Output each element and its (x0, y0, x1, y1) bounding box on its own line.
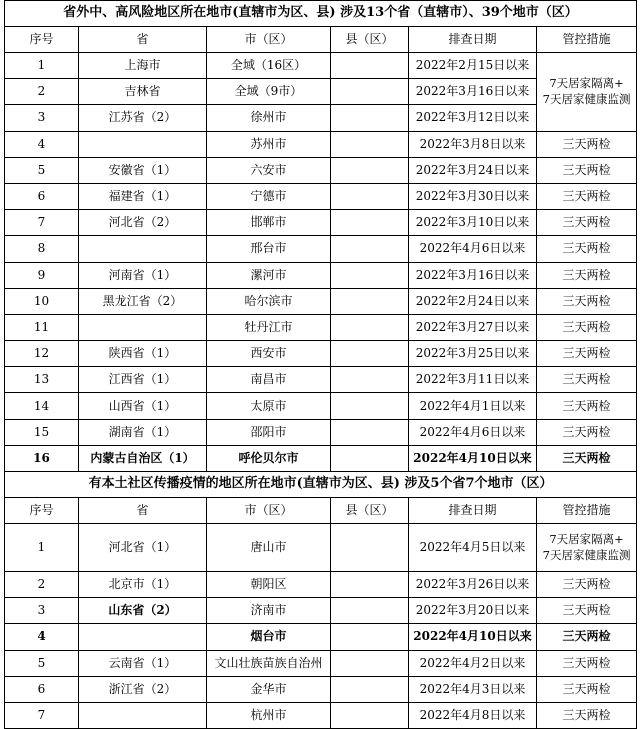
col-header-control: 管控措施 (537, 27, 637, 53)
table-row (5, 53, 637, 79)
row-city: 宁德市 (207, 183, 331, 209)
row-province: 山西省（1） (79, 393, 207, 419)
row-date: 2022年4月10日以来 (409, 445, 537, 471)
table-row (5, 157, 637, 183)
row-no: 13 (5, 367, 79, 393)
table-row (5, 598, 637, 624)
row-county (331, 624, 409, 650)
row-city: 济南市 (207, 598, 331, 624)
row-date: 2022年3月10日以来 (409, 210, 537, 236)
row-date: 2022年2月24日以来 (409, 288, 537, 314)
row-county (331, 341, 409, 367)
row-province (79, 236, 207, 262)
row-city: 朝阳区 (207, 572, 331, 598)
risk-area-table (4, 0, 637, 729)
row-county (331, 183, 409, 209)
row-province: 陕西省（1） (79, 341, 207, 367)
row-control: 三天两检 (537, 341, 637, 367)
row-city: 太原市 (207, 393, 331, 419)
row-city: 西安市 (207, 341, 331, 367)
row-control (537, 524, 637, 572)
row-city: 全域（16区） (207, 53, 331, 79)
table-row (5, 367, 637, 393)
row-no: 8 (5, 236, 79, 262)
row-province: 内蒙古自治区（1） (79, 445, 207, 471)
row-city: 烟台市 (207, 624, 331, 650)
merged-control-cell (537, 53, 637, 132)
row-city: 南昌市 (207, 367, 331, 393)
row-date: 2022年4月3日以来 (409, 676, 537, 702)
col-header-date: 排查日期 (409, 498, 537, 524)
table-row (5, 131, 637, 157)
control-line-2: 7天居家健康监测 (542, 547, 631, 562)
row-control: 三天两检 (537, 624, 637, 650)
row-control: 三天两检 (537, 367, 637, 393)
row-county (331, 79, 409, 105)
row-date: 2022年3月27日以来 (409, 314, 537, 340)
row-date: 2022年4月5日以来 (409, 524, 537, 572)
col-header-date: 排查日期 (409, 27, 537, 53)
row-county (331, 598, 409, 624)
row-date: 2022年3月16日以来 (409, 262, 537, 288)
row-province: 河北省（2） (79, 210, 207, 236)
table-row (5, 341, 637, 367)
row-city: 唐山市 (207, 524, 331, 572)
row-city: 文山壮族苗族自治州 (207, 650, 331, 676)
table-row (5, 262, 637, 288)
row-control: 三天两检 (537, 183, 637, 209)
row-date: 2022年3月8日以来 (409, 131, 537, 157)
table-row (5, 236, 637, 262)
control-line-2: 7天居家健康监测 (542, 91, 631, 106)
row-county (331, 367, 409, 393)
row-province: 福建省（1） (79, 183, 207, 209)
row-date: 2022年4月6日以来 (409, 236, 537, 262)
row-province: 黑龙江省（2） (79, 288, 207, 314)
row-county (331, 210, 409, 236)
row-province (79, 702, 207, 728)
col-header-province: 省 (79, 498, 207, 524)
section2-title: 有本土社区传播疫情的地区所在地市(直辖市为区、县) 涉及5个省7个地市（区） (5, 472, 637, 498)
table-row-highlighted (5, 445, 637, 471)
row-no: 14 (5, 393, 79, 419)
row-no: 16 (5, 445, 79, 471)
row-city: 邵阳市 (207, 419, 331, 445)
row-city: 邢台市 (207, 236, 331, 262)
row-no: 1 (5, 53, 79, 79)
section2-title-row (5, 472, 637, 498)
col-header-control: 管控措施 (537, 498, 637, 524)
row-date: 2022年3月26日以来 (409, 572, 537, 598)
row-no: 7 (5, 702, 79, 728)
row-province: 浙江省（2） (79, 676, 207, 702)
control-line-1: 7天居家隔离+ (549, 76, 624, 91)
row-no: 15 (5, 419, 79, 445)
table-row (5, 676, 637, 702)
table-row (5, 314, 637, 340)
row-date: 2022年4月10日以来 (409, 624, 537, 650)
row-province: 河北省（1） (79, 524, 207, 572)
row-control: 三天两检 (537, 702, 637, 728)
row-date: 2022年3月12日以来 (409, 105, 537, 131)
row-city: 哈尔滨市 (207, 288, 331, 314)
row-province: 北京市（1） (79, 572, 207, 598)
row-control: 三天两检 (537, 288, 637, 314)
row-date: 2022年3月11日以来 (409, 367, 537, 393)
row-date: 2022年4月6日以来 (409, 419, 537, 445)
row-no: 7 (5, 210, 79, 236)
row-county (331, 262, 409, 288)
row-no: 3 (5, 598, 79, 624)
row-county (331, 650, 409, 676)
section1-title: 省外中、高风险地区所在地市(直辖市为区、县) 涉及13个省（直辖市）、39个地市（区） (5, 1, 637, 27)
row-city: 苏州市 (207, 131, 331, 157)
row-city: 呼伦贝尔市 (207, 445, 331, 471)
row-no: 5 (5, 650, 79, 676)
row-date: 2022年3月20日以来 (409, 598, 537, 624)
row-province: 安徽省（1） (79, 157, 207, 183)
row-no: 9 (5, 262, 79, 288)
row-county (331, 419, 409, 445)
row-control: 三天两检 (537, 157, 637, 183)
row-county (331, 393, 409, 419)
row-control: 三天两检 (537, 314, 637, 340)
row-county (331, 131, 409, 157)
row-province: 上海市 (79, 53, 207, 79)
row-city: 全域（9市） (207, 79, 331, 105)
row-province (79, 314, 207, 340)
row-no: 12 (5, 341, 79, 367)
row-no: 5 (5, 157, 79, 183)
col-header-county: 县（区） (331, 27, 409, 53)
row-province (79, 624, 207, 650)
row-province: 江苏省（2） (79, 105, 207, 131)
row-control: 三天两检 (537, 676, 637, 702)
control-line-1: 7天居家隔离+ (549, 531, 624, 546)
row-province: 湖南省（1） (79, 419, 207, 445)
row-control: 三天两检 (537, 650, 637, 676)
row-province: 山东省（2） (79, 598, 207, 624)
row-control: 三天两检 (537, 262, 637, 288)
table-row (5, 650, 637, 676)
row-no: 3 (5, 105, 79, 131)
row-county (331, 524, 409, 572)
row-province: 江西省（1） (79, 367, 207, 393)
row-control: 三天两检 (537, 393, 637, 419)
row-date: 2022年3月16日以来 (409, 79, 537, 105)
row-control: 三天两检 (537, 131, 637, 157)
row-county (331, 572, 409, 598)
table-row (5, 572, 637, 598)
row-province: 河南省（1） (79, 262, 207, 288)
row-no: 2 (5, 79, 79, 105)
row-date: 2022年4月1日以来 (409, 393, 537, 419)
row-city: 邯郸市 (207, 210, 331, 236)
col-header-county: 县（区） (331, 498, 409, 524)
col-header-no: 序号 (5, 498, 79, 524)
row-county (331, 53, 409, 79)
row-no: 10 (5, 288, 79, 314)
row-county (331, 236, 409, 262)
row-control: 三天两检 (537, 236, 637, 262)
row-city: 漯河市 (207, 262, 331, 288)
row-county (331, 445, 409, 471)
row-no: 6 (5, 676, 79, 702)
row-control: 三天两检 (537, 572, 637, 598)
row-date: 2022年2月15日以来 (409, 53, 537, 79)
row-date: 2022年3月25日以来 (409, 341, 537, 367)
row-city: 六安市 (207, 157, 331, 183)
row-no: 1 (5, 524, 79, 572)
row-county (331, 157, 409, 183)
row-date: 2022年3月24日以来 (409, 157, 537, 183)
row-date: 2022年4月8日以来 (409, 702, 537, 728)
row-date: 2022年3月30日以来 (409, 183, 537, 209)
row-city: 牡丹江市 (207, 314, 331, 340)
col-header-province: 省 (79, 27, 207, 53)
section1-title-row (5, 1, 637, 27)
row-no: 11 (5, 314, 79, 340)
table-row-highlighted (5, 624, 637, 650)
row-no: 4 (5, 131, 79, 157)
col-header-no: 序号 (5, 27, 79, 53)
row-no: 4 (5, 624, 79, 650)
row-county (331, 676, 409, 702)
table-row (5, 183, 637, 209)
row-county (331, 314, 409, 340)
row-province: 云南省（1） (79, 650, 207, 676)
row-no: 2 (5, 572, 79, 598)
row-city: 杭州市 (207, 702, 331, 728)
table-row (5, 393, 637, 419)
row-county (331, 288, 409, 314)
row-date: 2022年4月2日以来 (409, 650, 537, 676)
row-province: 吉林省 (79, 79, 207, 105)
row-county (331, 702, 409, 728)
col-header-city: 市（区） (207, 27, 331, 53)
row-control: 三天两检 (537, 598, 637, 624)
table-row (5, 524, 637, 572)
row-no: 6 (5, 183, 79, 209)
row-county (331, 105, 409, 131)
col-header-city: 市（区） (207, 498, 331, 524)
row-province (79, 131, 207, 157)
row-control: 三天两检 (537, 419, 637, 445)
row-city: 徐州市 (207, 105, 331, 131)
table-row (5, 210, 637, 236)
section1-header-row (5, 27, 637, 53)
table-row (5, 419, 637, 445)
row-control: 三天两检 (537, 210, 637, 236)
row-city: 金华市 (207, 676, 331, 702)
table-row (5, 288, 637, 314)
section2-header-row (5, 498, 637, 524)
row-control: 三天两检 (537, 445, 637, 471)
table-row (5, 702, 637, 728)
